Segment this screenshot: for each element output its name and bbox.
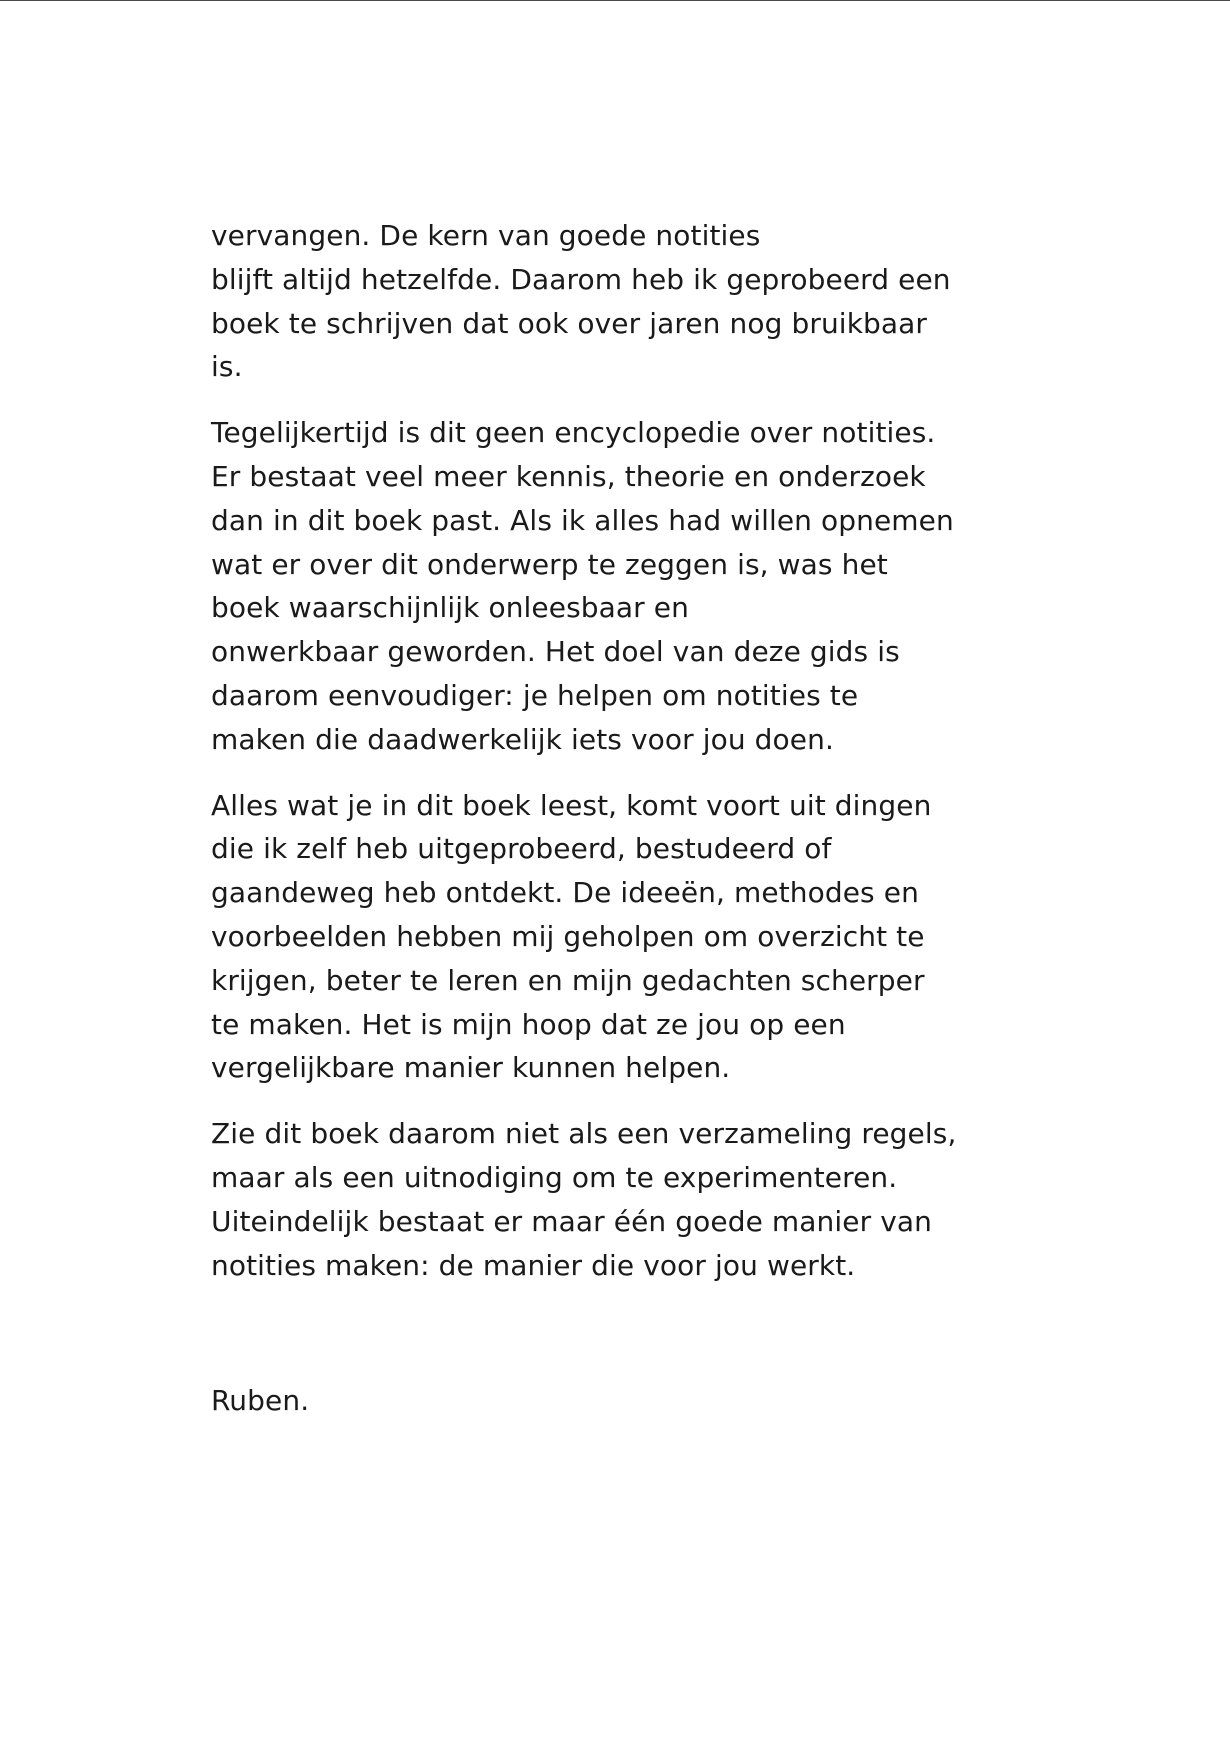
text-line: krijgen, beter te leren en mijn gedachten scherper <box>211 963 925 997</box>
signature: Ruben. <box>211 1384 310 1418</box>
top-border-line <box>0 0 1230 1</box>
document-page <box>211 214 1041 1445</box>
text-line: dan in dit boek past. Als ik alles had willen opnemen <box>211 503 954 537</box>
text-line: die ik zelf heb uitgeprobeerd, bestudeerd of <box>211 832 832 866</box>
text-line: Er bestaat veel meer kennis, theorie en onderzoek <box>211 459 926 493</box>
text-line: onwerkbaar geworden. Het doel van deze gids is <box>211 635 900 669</box>
text-line: voorbeelden hebben mij geholpen om overzicht te <box>211 919 925 953</box>
text-line: blijft altijd hetzelfde. Daarom heb ik geprobeerd een <box>211 262 951 296</box>
text-line: gaandeweg heb ontdekt. De ideeën, methodes en <box>211 876 919 910</box>
text-line: vergelijkbare manier kunnen helpen. <box>211 1051 731 1085</box>
text-line: vervangen. De kern van goede notities <box>211 219 761 252</box>
text-line: te maken. Het is mijn hoop dat ze jou op een <box>211 1007 846 1041</box>
paragraph-3 <box>211 784 1041 1091</box>
paragraph-1 <box>211 214 1041 389</box>
text-line: Zie dit boek daarom niet als een verzameling regels, <box>211 1117 957 1151</box>
text-line: Tegelijkertijd is dit geen encyclopedie over notities. <box>211 416 936 450</box>
paragraph-4 <box>211 1112 1041 1287</box>
text-line: maken die daadwerkelijk iets voor jou doen. <box>211 722 834 756</box>
paragraph-2 <box>211 411 1041 761</box>
text-line: wat er over dit onderwerp te zeggen is, was het <box>211 547 888 581</box>
text-line: notities maken: de manier die voor jou werkt. <box>211 1248 856 1282</box>
text-line: Uiteindelijk bestaat er maar één goede manier van <box>211 1204 932 1238</box>
text-line: boek waarschijnlijk onleesbaar en <box>211 591 689 625</box>
text-line: boek te schrijven dat ook over jaren nog bruikbaar <box>211 306 928 340</box>
text-line: Alles wat je in dit boek leest, komt voort uit dingen <box>211 788 932 822</box>
text-line: is. <box>211 350 243 384</box>
text-line: maar als een uitnodiging om te experimenteren. <box>211 1160 898 1194</box>
text-line: daarom eenvoudiger: je helpen om notities te <box>211 678 859 712</box>
